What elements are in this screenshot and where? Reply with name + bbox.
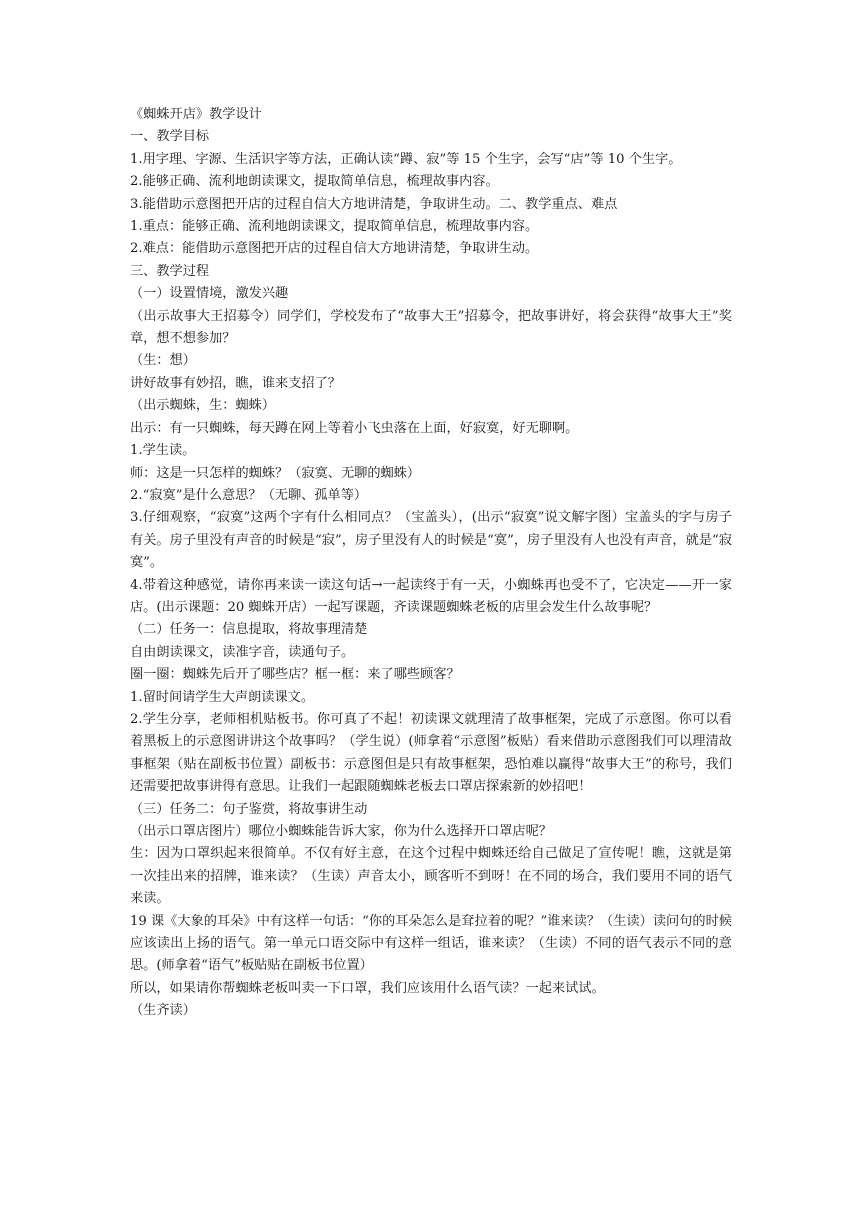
section-heading-process: 三、教学过程 — [130, 263, 210, 279]
paragraph: 19 课《大象的耳朵》中有这样一句话：“你的耳朵怎么是耷拉着的呢？”谁来读？（生读）读问句的时候应该读出上扬的语气。第一单元口语交际中有这样一组话，谁来读？（生读）不同的语气表示不同的意思。(师拿着“语气”板贴贴在副板书位置） — [130, 913, 732, 974]
paragraph: 1.用字理、字源、生活识字等方法，正确认读“蹲、寂”等 15 个生字，会写“店”等 10 个生字。 — [130, 151, 682, 167]
paragraph: 1.重点：能够正确、流利地朗读课文，提取简单信息，梳理故事内容。 — [130, 219, 539, 235]
subsection-heading: （三）任务二：句子鉴赏，将故事讲生动 — [130, 801, 368, 817]
paragraph: 4.带着这种感觉，请你再来读一读这句话→一起读终于有一天，小蜘蛛再也受不了，它决定——开一家店。(出示课题：20 蜘蛛开店）一起写课题，齐读课题蜘蛛老板的店里会发生什么故事呢？ — [130, 577, 732, 615]
paragraph: （出示故事大王招募令）同学们，学校发布了“故事大王”招募令，把故事讲好，将会获得“故事大王”奖章，想不想参加？ — [130, 308, 732, 347]
paragraph: 2.能够正确、流利地朗读课文，提取简单信息，梳理故事内容。 — [130, 174, 499, 190]
paragraph: 所以，如果请你帮蜘蛛老板叫卖一下口罩，我们应该用什么语气读？一起来试试。 — [130, 980, 605, 996]
paragraph: 3.能借助示意图把开店的过程自信大方地讲清楚，争取讲生动。二、教学重点、难点 — [130, 196, 618, 212]
paragraph: 生：因为口罩织起来很简单。不仅有好主意，在这个过程中蜘蛛还给自己做足了宣传呢！瞧，这就是第一次挂出来的招牌，谁来读？（生读）声音太小，顾客听不到呀！在不同的场合，我们要用不同的语气来读。 — [130, 846, 732, 907]
subsection-heading: （二）任务一：信息提取，将故事理清楚 — [130, 622, 368, 638]
paragraph: 2.学生分享，老师相机贴板书。你可真了不起！初读课文就理清了故事框架，完成了示意图。你可以看着黑板上的示意图讲讲这个故事吗？（学生说）(师拿着“示意图”板贴）看来借助示意图我们可以理清故事框架（贴在副板书位置）副板书：示意图但是只有故事框架，恐怕难以赢得“故事大王”的称号，我们还需要把故事讲得有意思。让我们一起跟随蜘蛛老板去口罩店探索新的妙招吧！ — [130, 711, 732, 795]
section-heading-goals: 一、教学目标 — [130, 129, 210, 145]
paragraph: 3.仔细观察，“寂寞”这两个字有什么相同点？（宝盖头），(出示“寂寞”说文解字图）宝盖头的字与房子有关。房子里没有声音的时候是“寂”，房子里没有人的时候是“寞”，房子里没有人也没有声音，就是“寂寞”。 — [130, 510, 732, 571]
paragraph: 圈一圈：蜘蛛先后开了哪些店？框一框：来了哪些顾客？ — [130, 667, 460, 683]
paragraph: 出示：有一只蜘蛛，每天蹲在网上等着小飞虫落在上面，好寂寞，好无聊啊。 — [130, 420, 579, 436]
paragraph: （生：想） — [130, 353, 196, 369]
paragraph: 2.“寂寞”是什么意思？（无聊、孤单等） — [130, 487, 368, 503]
paragraph: 师：这是一只怎样的蜘蛛？（寂寞、无聊的蜘蛛） — [130, 465, 421, 481]
subsection-heading: （一）设置情境，激发兴趣 — [130, 286, 289, 302]
paragraph: 自由朗读课文，读准字音，读通句子。 — [130, 644, 355, 660]
document-title: 《蜘蛛开店》教学设计 — [130, 107, 262, 122]
paragraph: （出示蜘蛛，生：蜘蛛） — [130, 398, 276, 414]
document-body — [130, 104, 732, 1023]
paragraph: （生齐读） — [130, 1003, 196, 1019]
paragraph: （出示口罩店图片）哪位小蜘蛛能告诉大家，你为什么选择开口罩店呢？ — [130, 824, 552, 839]
paragraph: 2.难点：能借助示意图把开店的过程自信大方地讲清楚，争取讲生动。 — [130, 241, 539, 257]
paragraph: 1.留时间请学生大声朗读课文。 — [130, 689, 315, 705]
paragraph: 讲好故事有妙招，瞧，谁来支招了？ — [130, 375, 341, 391]
paragraph: 1.学生读。 — [130, 443, 196, 459]
